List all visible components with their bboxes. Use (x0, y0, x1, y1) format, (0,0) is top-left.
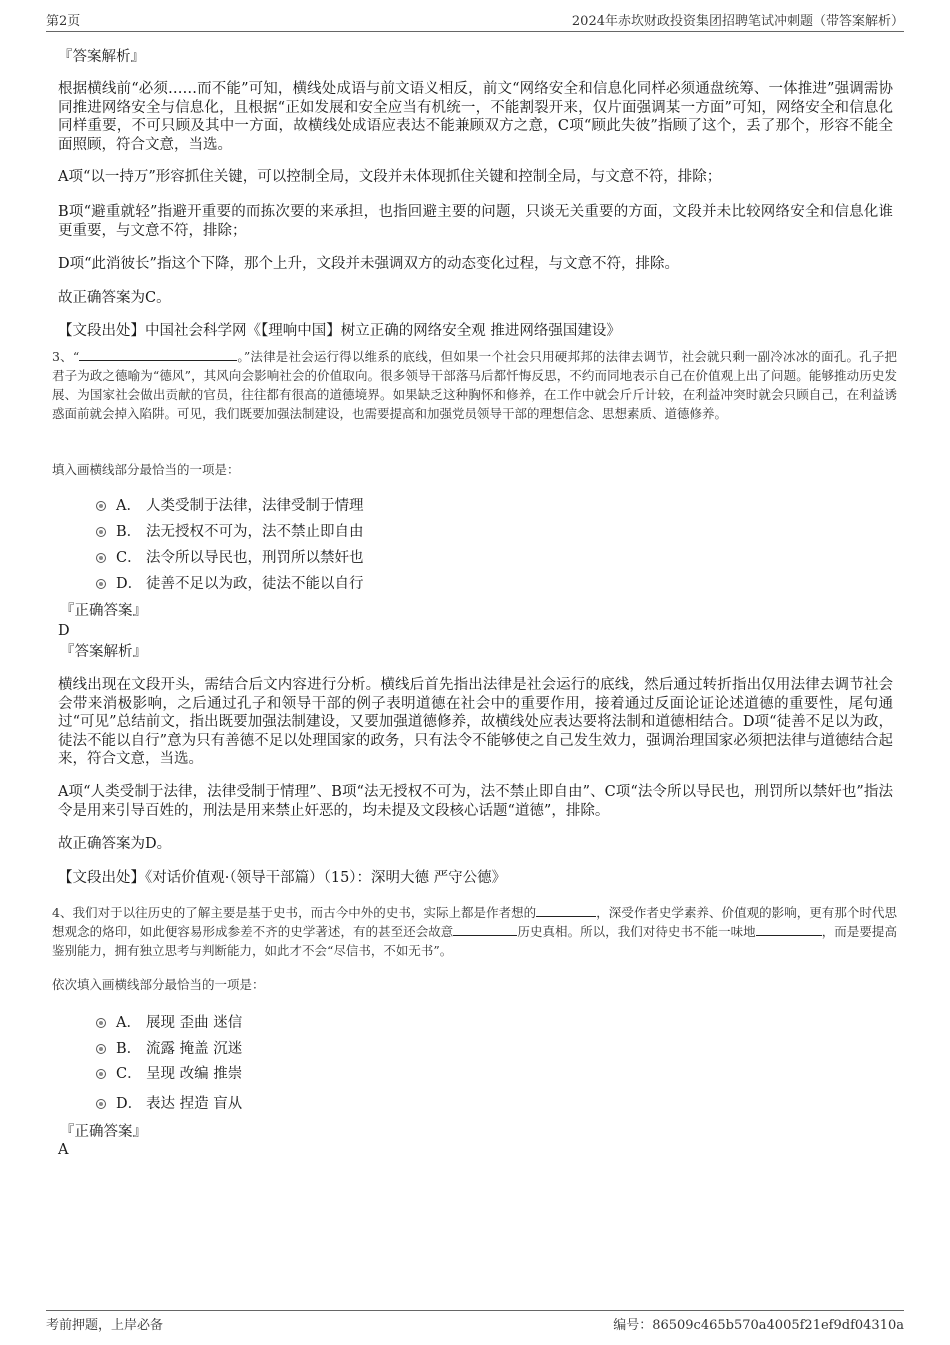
question-number: 3、“ (52, 349, 80, 364)
source-citation: 【文段出处】《对话价值观·（领导干部篇）（15）：深明大德 严守公德》 (58, 870, 507, 886)
answer-conclusion: 故正确答案为D。 (58, 836, 172, 852)
analysis-paragraph: B项“避重就轻”指避开重要的而拣次要的来承担，也指回避主要的问题，只谈无关重要的方面，文段并未比较网络安全和信息化谁更重要，与文意不符，排除； (58, 204, 893, 239)
header-divider (46, 31, 904, 32)
fill-blank (756, 923, 822, 936)
footer-divider (46, 1310, 904, 1311)
fill-blank (79, 348, 237, 361)
question-4-stem: 4、我们对于以往历史的了解主要是基于史书，而古今中外的史书，实际上都是作者想的 ，深受作者史学素养、价值观的影响，更有那个时代思想观念的烙印，如此便容易形成参差不齐的史学著述，有的甚至还会故意 历史真相。所以，我们对待史书不能一味地 ，而是要提高鉴别能力，拥有独立思考与判断能力，如此才不会“尽信书，不如无书”。 (52, 905, 897, 958)
correct-answer-title: 『正确答案』 (60, 603, 147, 619)
option-d[interactable]: D． 表达 捏造 盲从 (96, 1095, 242, 1113)
option-c[interactable]: C． 法令所以导民也，刑罚所以禁奸也 (96, 549, 364, 567)
fill-blank (453, 923, 517, 936)
option-a[interactable]: A． 人类受制于法律，法律受制于情理 (96, 497, 364, 515)
radio-icon[interactable] (96, 527, 106, 537)
question-prompt: 依次填入画横线部分最恰当的一项是： (52, 977, 265, 992)
correct-answer: D (58, 623, 70, 639)
radio-icon[interactable] (96, 1099, 106, 1109)
question-text: 。”法律是社会运行得以维系的底线，但如果一个社会只用硬邦邦的法律去调节，社会就只剩一副冷冰冰的面孔。孔子把君子为政之德喻为“德风”，其风向会影响社会的价值取向。很多领导干部落马后都忏悔反思，不约而同地表示自己在价值观上出了问题。能够推动历史发展、为国家社会做出贡献的官员，往往都有很高的道德境界。如果缺乏这种胸怀和修养，在工作中就会斤斤计较，在利益冲突时就会只顾自己，在利益诱惑面前就会掉入陷阱。可见，我们既要加强法制建设，也需要提高和加强党员领导干部的理想信念、思想素质、道德修养。 (52, 349, 897, 421)
radio-icon[interactable] (96, 1018, 106, 1028)
correct-answer: A (58, 1142, 69, 1158)
option-d[interactable]: D． 徒善不足以为政，徒法不能以自行 (96, 575, 364, 593)
option-c[interactable]: C． 呈现 改编 推崇 (96, 1065, 242, 1083)
analysis-paragraph: 根据横线前“必须……而不能”可知，横线处成语与前文语义相反，前文“网络安全和信息化同样必须通盘统筹、一体推进”强调需协同推进网络安全与信息化，且根据“正如发展和安全应当有机统一，不能割裂开来，仅片面强调某一方面”可知，网络安全和信息化同样重要，不可只顾及其中一方面，故横线处成语应表达不能兼顾双方之意，C项“顾此失彼”指顾了这个，丢了那个，形容不能全面照顾，符合文意，当选。 (58, 81, 893, 153)
option-a[interactable]: A． 展现 歪曲 迷信 (96, 1014, 242, 1032)
fill-blank (536, 904, 596, 917)
radio-icon[interactable] (96, 579, 106, 589)
analysis-title: 『答案解析』 (58, 49, 145, 65)
radio-icon[interactable] (96, 1069, 106, 1079)
footer-slogan: 考前押题，上岸必备 (46, 1318, 164, 1333)
source-citation: 【文段出处】中国社会科学网《【理响中国】树立正确的网络安全观 推进网络强国建设》 (58, 323, 621, 339)
document-title: 2024年赤坎财政投资集团招聘笔试冲刺题（带答案解析） (571, 14, 904, 29)
analysis-paragraph: A项“人类受制于法律，法律受制于情理”、B项“法无授权不可为，法不禁止即自由”、C项“法令所以导民也，刑罚所以禁奸也”指法令是用来引导百姓的，刑法是用来禁止奸恶的，均未提及文段核心话题“道德”，排除。 (58, 784, 893, 819)
answer-conclusion: 故正确答案为C。 (58, 290, 171, 306)
analysis-paragraph: A项“以一持万”形容抓住关键，可以控制全局，文段并未体现抓住关键和控制全局，与文意不符，排除； (58, 169, 722, 185)
analysis-title: 『答案解析』 (60, 644, 147, 660)
analysis-paragraph: D项“此消彼长”指这个下降，那个上升，文段并未强调双方的动态变化过程，与文意不符，排除。 (58, 256, 679, 272)
question-prompt: 填入画横线部分最恰当的一项是： (52, 462, 240, 477)
radio-icon[interactable] (96, 501, 106, 511)
correct-answer-title: 『正确答案』 (60, 1124, 147, 1140)
page-header (46, 10, 904, 30)
analysis-paragraph: 横线出现在文段开头，需结合后文内容进行分析。横线后首先指出法律是社会运行的底线，然后通过转折指出仅用法律去调节社会会带来消极影响，之后通过孔子和领导干部的例子表明道德在社会中的重要作用，接着通过反面论证论述道德的重要性，尾句通过“可见”总结前文，指出既要加强法制建设，又要加强道德修养，故横线处应表达要将法制和道德相结合。D项“徒善不足以为政，徒法不能以自行”意为只有善德不足以处理国家的政务，只有法令不能够使之自己发生效力，强调治理国家必须把法律与道德结合起来，符合文意，当选。 (58, 677, 893, 767)
radio-icon[interactable] (96, 553, 106, 563)
document-code: 编号：86509c465b570a4005f21ef9df04310a (613, 1318, 904, 1333)
radio-icon[interactable] (96, 1044, 106, 1054)
question-3-stem (52, 347, 897, 423)
option-b[interactable]: B． 法无授权不可为，法不禁止即自由 (96, 523, 364, 541)
option-b[interactable]: B． 流露 掩盖 沉迷 (96, 1040, 242, 1058)
page-number: 第2页 (46, 14, 81, 29)
